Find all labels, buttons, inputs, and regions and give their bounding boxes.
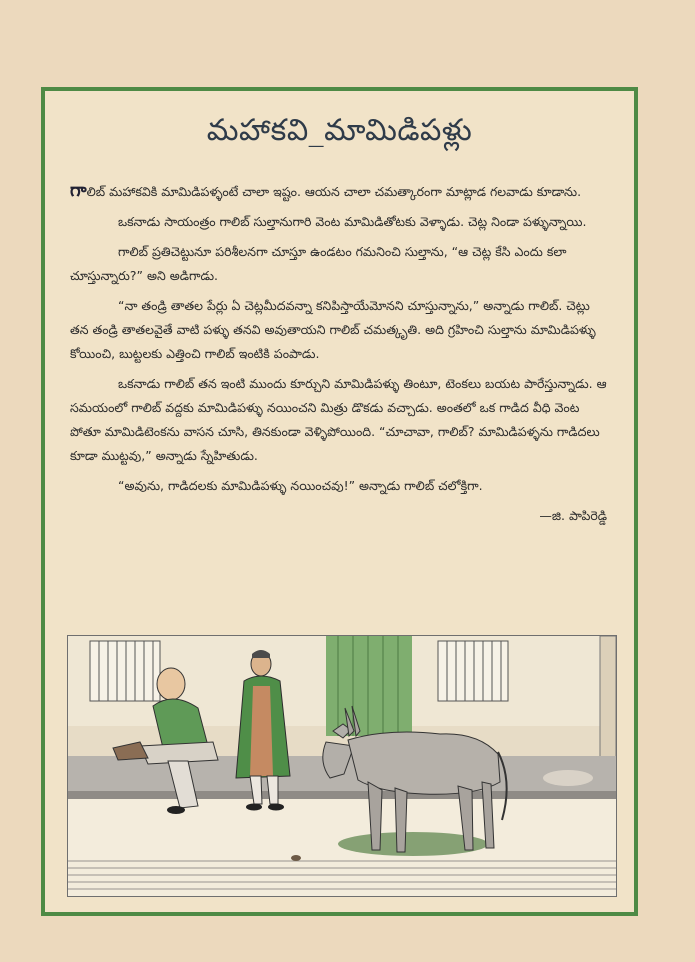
story-paragraph <box>70 294 607 366</box>
story-paragraph-text: లిబ్ మహాకవికి మామిడిపళ్ళంటే చాలా ఇష్టం. ఆయన చాలా చమత్కారంగా మాట్లాడ గలవాడు కూడాను. <box>86 184 582 199</box>
story-illustration <box>67 635 617 897</box>
story-title: మహాకవి_మామిడిపళ్లు <box>206 113 473 148</box>
story-paragraph-text: ఒకనాడు సాయంత్రం గాలిబ్ సుల్తానుగారి వెంట మామిడితోటకు వెళ్ళాడు. చెట్ల నిండా పళ్ళున్నాయి. <box>118 214 587 229</box>
story-paragraph-text: “నా తండ్రి తాతల పేర్లు ఏ చెట్లమీదవన్నా కనిపిస్తాయేమోనని చూస్తున్నాను,” అన్నాడు గాలిబ్. చెట్లు తన తండ్రి తాతలవైతే వాటి పళ్ళు తనవి అవుతాయని గాలిబ్ చమత్కృతి. అది గ్రహించి సుల్తాను మామిడిపళ్ళు కోయించి, బుట్టలకు ఎత్తించి గాలిబ్ ఇంటికి పంపాడు. <box>70 298 596 361</box>
story-paragraph <box>70 240 607 288</box>
story-frame <box>41 87 638 916</box>
dropcap-letter: గా <box>70 180 87 201</box>
scene-donkey-and-men-icon <box>68 636 616 896</box>
story-paragraph <box>70 179 607 204</box>
story-paragraph-text: ఒకనాడు గాలిబ్ తన ఇంటి ముందు కూర్చుని మామిడిపళ్ళు తింటూ, టెంకలు బయట పారేస్తున్నాడు. ఆ సమయంలో గాలిబ్ వద్దకు మామిడిపళ్ళు నయించని మిత్రు డొకడు వచ్చాడు. అంతలో ఒక గాడిద వీధి వెంట పోతూ మామిడిటెంకను వాసన చూసి, తినకుండా వెళ్ళిపోయింది. “చూచావా, గాలిబ్? మామిడిపళ్ళను గాడిదలు కూడా ముట్టవు,” అన్నాడు స్నేహితుడు. <box>70 376 607 463</box>
story-paragraph <box>70 372 607 468</box>
story-paragraph-text: “అవును, గాడిదలకు మామిడిపళ్ళు నయించవు!” అన్నాడు గాలిబ్ చలోక్తిగా. <box>118 478 483 493</box>
story-body <box>70 179 607 528</box>
story-paragraph-text: గాలిబ్ ప్రతిచెట్టునూ పరిశీలనగా చూస్తూ ఉండటం గమనించి సుల్తాను, “ఆ చెట్ల కేసి ఎందు కలా చూస్తున్నారు?” అని అడిగాడు. <box>70 244 567 283</box>
story-paragraph <box>70 210 607 234</box>
story-paragraph <box>70 474 607 498</box>
author-signature: —జి. పాపిరెడ్డి <box>539 508 607 523</box>
